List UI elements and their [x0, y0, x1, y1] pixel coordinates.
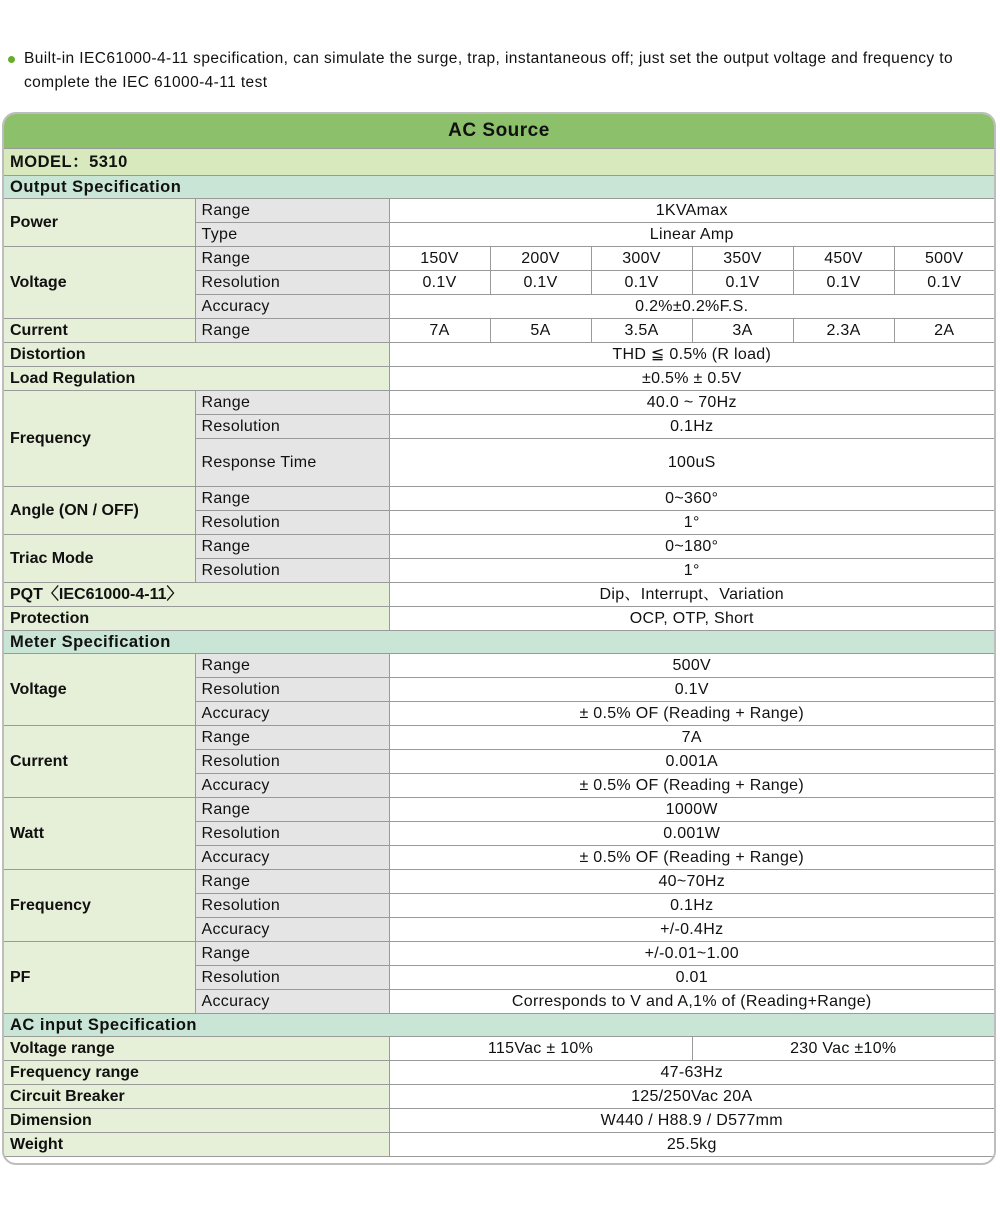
cell-value: 450V — [793, 247, 894, 271]
table-row — [4, 367, 994, 391]
table-row — [4, 487, 994, 511]
table-row — [4, 1085, 994, 1109]
sub-label: Range — [195, 247, 389, 271]
cell-value: 0~360° — [389, 487, 994, 511]
row-label: Angle (ON / OFF) — [4, 487, 195, 535]
row-label: Load Regulation — [4, 367, 389, 391]
sub-label: Resolution — [195, 559, 389, 583]
sub-label: Range — [195, 487, 389, 511]
cell-value: OCP, OTP, Short — [389, 607, 994, 631]
row-label: Voltage range — [4, 1037, 389, 1061]
sub-label: Resolution — [195, 894, 389, 918]
cell-value: 1KVAmax — [389, 199, 994, 223]
cell-value: 100uS — [389, 439, 994, 487]
section-title: Meter Specification — [4, 631, 994, 654]
cell-value: 40~70Hz — [389, 870, 994, 894]
section-output — [4, 176, 994, 199]
row-label: Protection — [4, 607, 389, 631]
cell-value: 125/250Vac 20A — [389, 1085, 994, 1109]
sub-label: Accuracy — [195, 846, 389, 870]
section-title: AC input Specification — [4, 1014, 994, 1037]
cell-value: 150V — [389, 247, 490, 271]
cell-value: Corresponds to V and A,1% of (Reading+Range) — [389, 990, 994, 1014]
cell-value: 7A — [389, 319, 490, 343]
table-row — [4, 654, 994, 678]
cell-value: ± 0.5% OF (Reading + Range) — [389, 702, 994, 726]
row-label: Current — [4, 319, 195, 343]
intro-text — [8, 47, 993, 95]
cell-value: 2.3A — [793, 319, 894, 343]
table-row — [4, 607, 994, 631]
cell-value: 0.1V — [894, 271, 994, 295]
table-row — [4, 1109, 994, 1133]
sub-label: Range — [195, 870, 389, 894]
cell-value: 1° — [389, 511, 994, 535]
section-input — [4, 1014, 994, 1037]
cell-value: +/-0.4Hz — [389, 918, 994, 942]
sub-label: Accuracy — [195, 295, 389, 319]
model-row — [4, 149, 994, 176]
section-meter — [4, 631, 994, 654]
cell-value: 0.1V — [793, 271, 894, 295]
cell-value: 0.1Hz — [389, 415, 994, 439]
sub-label: Resolution — [195, 966, 389, 990]
cell-value: 200V — [490, 247, 591, 271]
cell-value: 0.2%±0.2%F.S. — [389, 295, 994, 319]
cell-value: 0.001W — [389, 822, 994, 846]
sub-label: Resolution — [195, 415, 389, 439]
cell-value: 0.1V — [389, 271, 490, 295]
sub-label: Range — [195, 319, 389, 343]
row-label: Frequency range — [4, 1061, 389, 1085]
cell-value: 47-63Hz — [389, 1061, 994, 1085]
table-row — [4, 726, 994, 750]
row-label: Distortion — [4, 343, 389, 367]
table-row — [4, 1061, 994, 1085]
row-label: Dimension — [4, 1109, 389, 1133]
bullet-icon — [8, 56, 15, 63]
cell-value: 230 Vac ±10% — [692, 1037, 994, 1061]
row-label: PQT〈IEC61000-4-11〉 — [4, 583, 389, 607]
cell-value: 2A — [894, 319, 994, 343]
cell-value: 40.0 ~ 70Hz — [389, 391, 994, 415]
sub-label: Accuracy — [195, 918, 389, 942]
cell-value: 1000W — [389, 798, 994, 822]
cell-value: 7A — [389, 726, 994, 750]
row-label: Watt — [4, 798, 195, 870]
cell-value: W440 / H88.9 / D577mm — [389, 1109, 994, 1133]
table-row — [4, 343, 994, 367]
cell-value: 350V — [692, 247, 793, 271]
table-row — [4, 199, 994, 223]
row-label: Current — [4, 726, 195, 798]
sub-label: Type — [195, 223, 389, 247]
section-title: Output Specification — [4, 176, 994, 199]
spec-table-panel — [2, 112, 996, 1165]
cell-value: ±0.5% ± 0.5V — [389, 367, 994, 391]
cell-value: 0.001A — [389, 750, 994, 774]
table-row — [4, 319, 994, 343]
row-label: PF — [4, 942, 195, 1014]
row-label: Circuit Breaker — [4, 1085, 389, 1109]
cell-value: 300V — [591, 247, 692, 271]
table-title: AC Source — [4, 114, 994, 149]
sub-label: Resolution — [195, 678, 389, 702]
cell-value: Dip、Interrupt、Variation — [389, 583, 994, 607]
cell-value: 5A — [490, 319, 591, 343]
cell-value: 0.1V — [692, 271, 793, 295]
row-label: Frequency — [4, 870, 195, 942]
cell-value: 0.1V — [389, 678, 994, 702]
cell-value: 3A — [692, 319, 793, 343]
sub-label: Range — [195, 654, 389, 678]
cell-value: THD ≦ 0.5% (R load) — [389, 343, 994, 367]
cell-value: 3.5A — [591, 319, 692, 343]
intro-paragraph: Built-in IEC61000-4-11 specification, can simulate the surge, trap, instantaneous off; just set the output voltage and frequency to complete the IEC 61000-4-11 test — [24, 50, 953, 91]
cell-value: +/-0.01~1.00 — [389, 942, 994, 966]
row-label: Frequency — [4, 391, 195, 487]
row-label: Voltage — [4, 654, 195, 726]
row-label: Triac Mode — [4, 535, 195, 583]
table-row — [4, 583, 994, 607]
sub-label: Accuracy — [195, 774, 389, 798]
row-label: Weight — [4, 1133, 389, 1157]
cell-value: 0~180° — [389, 535, 994, 559]
sub-label: Resolution — [195, 822, 389, 846]
table-row — [4, 870, 994, 894]
sub-label: Response Time — [195, 439, 389, 487]
cell-value: 500V — [389, 654, 994, 678]
cell-value: ± 0.5% OF (Reading + Range) — [389, 774, 994, 798]
table-title-row — [4, 114, 994, 149]
sub-label: Resolution — [195, 511, 389, 535]
row-label: Voltage — [4, 247, 195, 319]
sub-label: Range — [195, 535, 389, 559]
sub-label: Range — [195, 942, 389, 966]
cell-value: 0.1V — [591, 271, 692, 295]
cell-value: 115Vac ± 10% — [389, 1037, 692, 1061]
table-row — [4, 798, 994, 822]
table-row — [4, 247, 994, 271]
sub-label: Range — [195, 798, 389, 822]
table-row — [4, 391, 994, 415]
table-row — [4, 535, 994, 559]
sub-label: Range — [195, 726, 389, 750]
sub-label: Accuracy — [195, 702, 389, 726]
sub-label: Resolution — [195, 750, 389, 774]
table-row — [4, 942, 994, 966]
table-row — [4, 1133, 994, 1157]
cell-value: 0.01 — [389, 966, 994, 990]
cell-value: 1° — [389, 559, 994, 583]
model-label: MODEL：5310 — [4, 149, 994, 176]
sub-label: Resolution — [195, 271, 389, 295]
cell-value: 0.1V — [490, 271, 591, 295]
cell-value: ± 0.5% OF (Reading + Range) — [389, 846, 994, 870]
cell-value: 500V — [894, 247, 994, 271]
table-row — [4, 1037, 994, 1061]
cell-value: 25.5kg — [389, 1133, 994, 1157]
cell-value: 0.1Hz — [389, 894, 994, 918]
row-label: Power — [4, 199, 195, 247]
sub-label: Accuracy — [195, 990, 389, 1014]
sub-label: Range — [195, 199, 389, 223]
sub-label: Range — [195, 391, 389, 415]
spec-table — [4, 114, 994, 1157]
cell-value: Linear Amp — [389, 223, 994, 247]
